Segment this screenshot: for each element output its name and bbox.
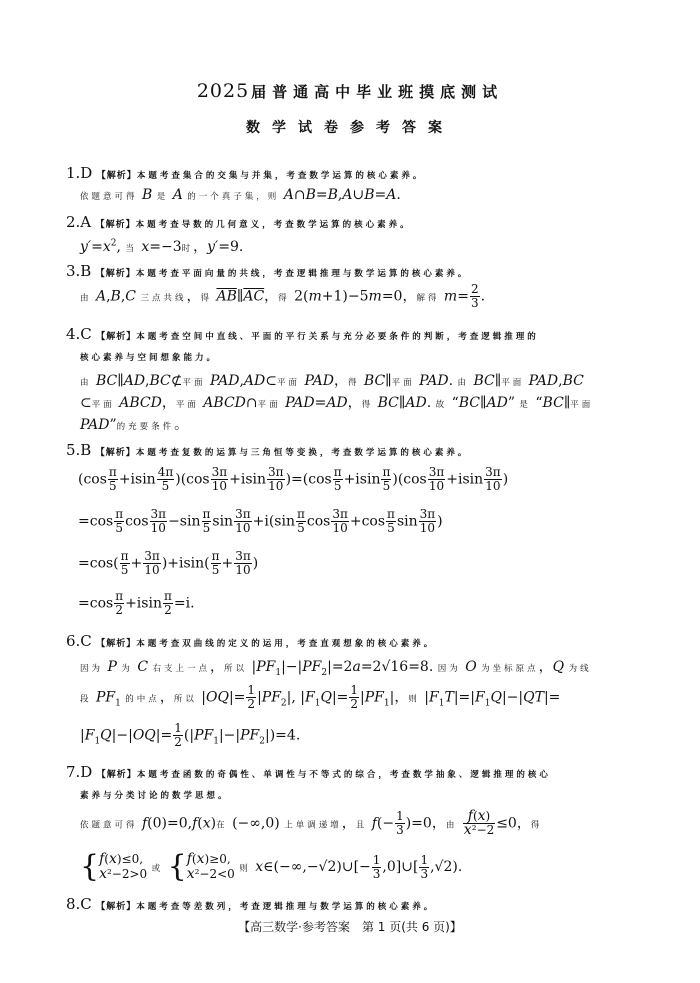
analysis-tag: 【解析】	[95, 220, 136, 230]
item-description: 本题考查平面向量的共线，考查逻辑推理与数学运算的核心素养。	[135, 269, 470, 279]
analysis-tag: 【解析】	[95, 448, 136, 458]
item-4-line-3: ⊂平面 ABCD，平面 ABCD∩平面 PAD=AD，得 BC∥AD. 故 “BC∥AD” 是 “BC∥平面	[80, 395, 594, 411]
analysis-tag: 【解析】	[96, 332, 137, 342]
item-6-line-1: 因为 P 为 C 右支上一点，所以 $|PF_1|-|PF_2|=2a=2√16=8$. 因为 O 为坐标原点，Q 为线	[80, 659, 592, 678]
item-number: 4.C	[66, 325, 92, 343]
item-7-line-3: {f(x)≤0, x²−2>0 或 {f(x)≥0, x²−2<0 则 x∈(−∞,−√2)∪[− $\frac{1}{3}$ ,0]∪[ $\frac{1}{3}$ ,√2).	[80, 849, 463, 884]
item-5-line-3: =cos( $\frac{\pi}{5}$ + $\frac{3\pi}{10}$ )+isin( $\frac{\pi}{5}$ + $\frac{3\pi}{10}$ )	[78, 549, 259, 577]
item-7-line-1: 素养与分类讨论的数学思想。	[80, 791, 230, 801]
analysis-tag: 【解析】	[96, 639, 137, 649]
item-7-heading	[66, 763, 551, 781]
item-6-line-3: $|F_1Q|-|OQ|=$ $\frac{1}{2}$ $(|PF_1|-|PF_2|)=4$.	[80, 721, 301, 749]
item-8-heading	[66, 895, 435, 913]
item-5-line-4: =cos $\frac{\pi}{2}$ +isin $\frac{\pi}{2}$ =i.	[78, 589, 195, 617]
title-year: 2025	[196, 80, 250, 102]
item-number: 7.D	[66, 763, 93, 781]
item-5-line-1: (cos $\frac{\pi}{5}$ +isin $\frac{4\pi}{5}$ )(cos $\frac{3\pi}{10}$ +isin $\frac{3\pi}{10}$ )=(cos $\frac{\pi}{5}$ +isin $\frac{\pi}{5}$ )(cos $\frac{3\pi}{10}$ +isin $\frac{3\pi}{10}$ )	[78, 465, 509, 493]
item-number: 1.D	[66, 164, 93, 182]
page-title	[0, 80, 700, 102]
item-number: 2.A	[66, 213, 92, 231]
item-number: 8.C	[66, 895, 92, 913]
analysis-tag: 【解析】	[95, 269, 136, 279]
item-4-line-4: PAD”的充要条件。	[80, 417, 189, 433]
item-5-line-2: =cos $\frac{\pi}{5}$ cos $\frac{3\pi}{10}$ −sin $\frac{\pi}{5}$ sin $\frac{3\pi}{10}$ +i(sin $\frac{\pi}{5}$ cos $\frac{3\pi}{10}$ +cos $\frac{\pi}{5}$ sin $\frac{3\pi}{10}$ )	[78, 507, 443, 535]
item-number: 6.C	[66, 632, 92, 650]
item-7-line-2: 依题意可得 f(0)=0,f(x)在 (−∞,0) 上单调递增，且 f(− $\frac{1}{3}$ )=0，由 $\frac{f(x)}{\text{x²−2}}$ ≤0，得	[80, 808, 543, 838]
item-4-line-1: 核心素养与空间想象能力。	[80, 353, 219, 363]
item-6-line-2: 段 $PF_1$ 的中点，所以 |OQ|= $\frac{1}{2}$ $|PF_2|$, $|F_1Q|=$ $\frac{1}{2}$ $|PF_1|$，则 $|F_1T|=|F_1Q|-|QT|=$	[80, 683, 561, 711]
item-3-heading	[66, 262, 469, 280]
item-description: 本题考查导数的几何意义，考查数学运算的核心素养。	[135, 220, 412, 230]
item-description: 本题考查函数的奇偶性、单调性与不等式的综合，考查数学抽象、逻辑推理的核心	[136, 770, 551, 780]
item-description: 本题考查等差数列，考查逻辑推理与数学运算的核心素养。	[136, 902, 436, 912]
title-text: 届普通高中毕业班摸底测试	[251, 83, 504, 101]
item-2-heading	[66, 213, 412, 231]
item-3-line-1: 由 A,B,C 三点共线，得 $\overline{AB}\parallel\overline{AC}$，得 2(m+1)−5m=0，解得 m= $\frac{2}{3}$ .	[80, 282, 486, 310]
item-5-heading	[66, 441, 469, 459]
item-4-heading	[66, 325, 539, 343]
item-number: 3.B	[66, 262, 92, 280]
item-1-line-1: 依题意可得 B 是 A 的一个真子集，则 A∩B=B,A∪B=A.	[80, 187, 401, 203]
analysis-tag: 【解析】	[96, 770, 137, 780]
item-description: 本题考查双曲线的定义的运用，考查直观想象的核心素养。	[136, 639, 436, 649]
item-description: 本题考查集合的交集与并集，考查数学运算的核心素养。	[136, 171, 425, 181]
page-footer: 【高三数学·参考答案 第 1 页(共 6 页)】	[238, 920, 462, 934]
item-4-line-2: 由 BC∥AD,BC⊄平面 PAD,AD⊂平面 PAD，得 BC∥平面 PAD. 由 BC∥平面 PAD,BC	[80, 373, 584, 389]
item-6-heading	[66, 632, 435, 650]
item-description: 本题考查复数的运算与三角恒等变换，考查数学运算的核心素养。	[135, 448, 470, 458]
item-description: 本题考查空间中直线、平面的平行关系与充分必要条件的判断，考查逻辑推理的	[136, 332, 539, 342]
page-subtitle: 数学试卷参考答案	[246, 120, 454, 136]
analysis-tag: 【解析】	[96, 171, 137, 181]
item-1-heading	[66, 164, 424, 182]
item-number: 5.B	[66, 441, 92, 459]
analysis-tag: 【解析】	[96, 902, 137, 912]
item-2-line-1: $y'=x^2$, 当 x=−3时，y′=9.	[80, 238, 244, 255]
